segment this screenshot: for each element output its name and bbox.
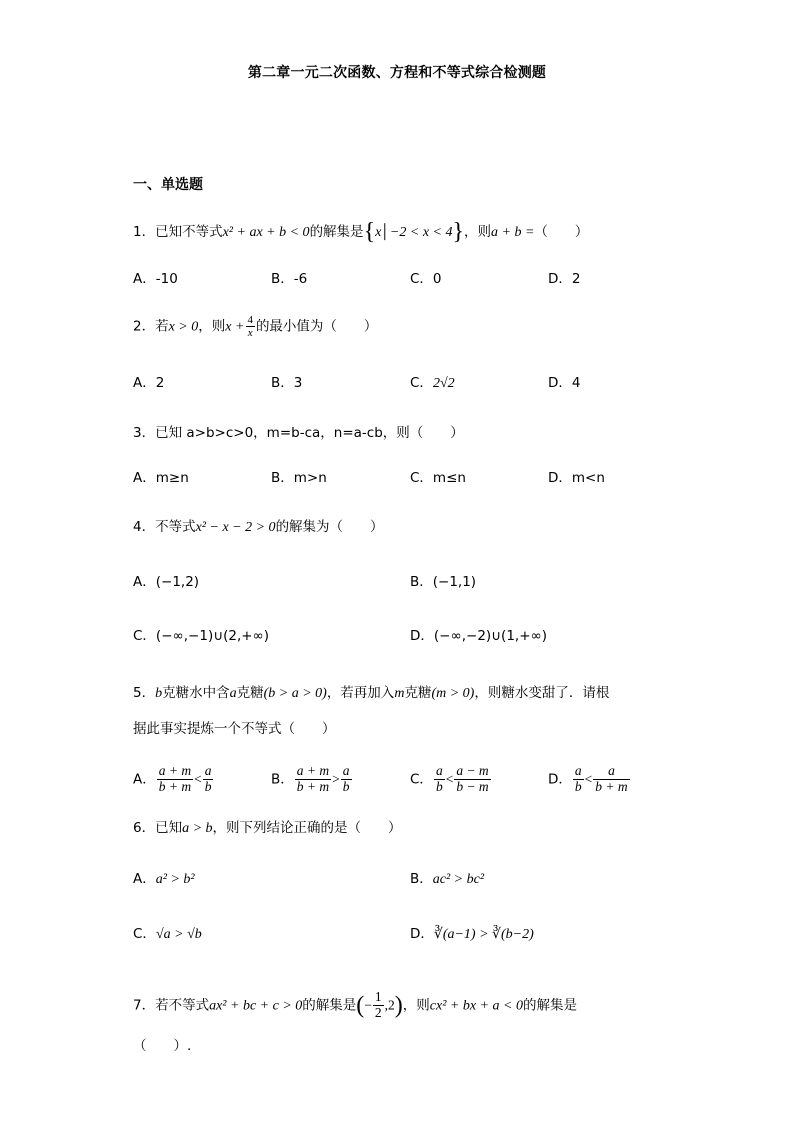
q6-option-b: B．ac² > bc² (410, 871, 485, 887)
page-title: 第二章一元二次函数、方程和不等式综合检测题 (247, 65, 547, 81)
question-7-line-2: （ ）. (133, 1038, 192, 1054)
question-6: 6．已知a > b，则下列结论正确的是（ ） (133, 820, 402, 836)
q5-option-c: C． $\frac{a}{b}$ < $\frac{a - m}{b - m}$ (410, 763, 489, 794)
q2-option-d: D．4 (548, 375, 581, 391)
q3-option-b: B．m>n (271, 470, 327, 486)
question-4: 4．不等式x² − x − 2 > 0的解集为（ ） (133, 519, 384, 535)
q6-option-a: A．a² > b² (133, 871, 195, 887)
question-2: 2．若x > 0，则x + $\frac{4}{x}$ 的最小值为（ ） (133, 314, 378, 340)
question-3: 3．已知 a>b>c>0，m=b-ca，n=a-cb，则（ ） (133, 425, 464, 441)
q1-option-b: B．-6 (271, 271, 308, 287)
q1-option-d: D．2 (548, 271, 581, 287)
question-5: 5．b克糖水中含a克糖(b > a > 0)，若再加入m克糖(m > 0)，则糖水变甜了．请根 (133, 685, 610, 701)
q2-option-c: C．2√2 (410, 375, 455, 391)
question-7: 7．若不等式ax² + bc + c > 0的解集是(− $\frac{1}{2}$ ,2)，则cx² + bx + a < 0的解集是 (133, 989, 577, 1020)
q4-option-b: B．(−1,1) (410, 574, 477, 590)
q3-option-a: A．m≥n (133, 470, 189, 486)
q1-option-c: C．0 (410, 271, 442, 287)
q2-option-b: B．3 (271, 375, 303, 391)
q5-option-a: A． $\frac{a + m}{b + m}$ < $\frac{a}{b}$ (133, 763, 212, 794)
q6-option-d: D．∛(a−1) > ∛(b−2) (410, 926, 534, 942)
q1-option-a: A．-10 (133, 271, 178, 287)
section-heading: 一、单选题 (133, 177, 203, 193)
q4-option-a: A．(−1,2) (133, 574, 200, 590)
q3-option-d: D．m<n (548, 470, 605, 486)
question-1: 1．已知不等式x² + ax + b < 0的解集是{x│−2 < x < 4}，则a + b =（ ） (133, 219, 589, 245)
q6-option-c: C．√a > √b (133, 926, 202, 942)
q3-option-c: C．m≤n (410, 470, 466, 486)
q2-option-a: A．2 (133, 375, 165, 391)
q5-option-b: B． $\frac{a + m}{b + m}$ > $\frac{a}{b}$ (271, 763, 350, 794)
q4-option-d: D．(−∞,−2)∪(1,+∞) (410, 628, 548, 644)
question-5-line-2: 据此事实提炼一个不等式（ ） (133, 721, 336, 737)
q4-option-c: C．(−∞,−1)∪(2,+∞) (133, 628, 270, 644)
q5-option-d: D． $\frac{a}{b}$ < $\frac{a}{b + m}$ (548, 763, 628, 794)
